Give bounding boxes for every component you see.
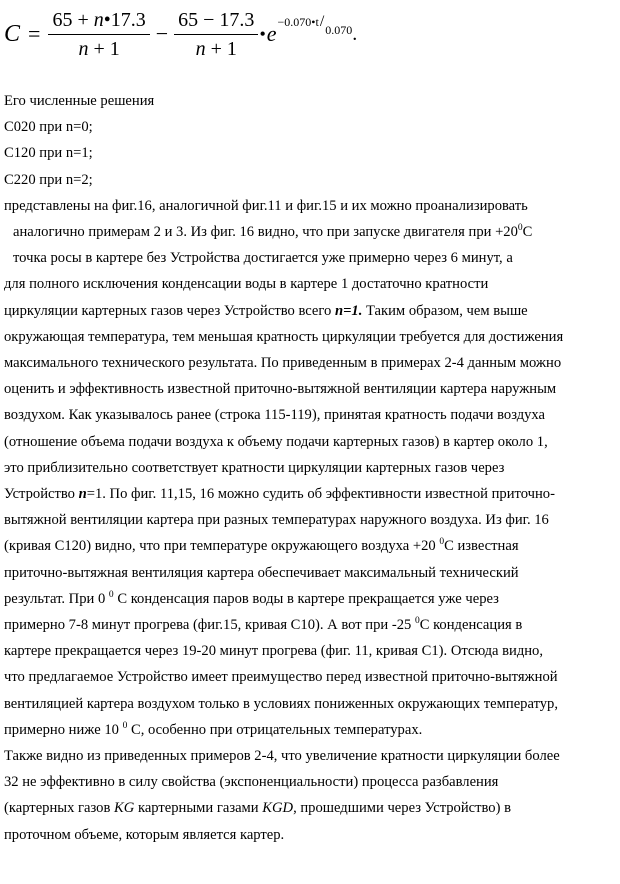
text-run: С известная bbox=[444, 538, 519, 555]
text-line: С020 при n=0; bbox=[4, 119, 93, 136]
den-var: n bbox=[78, 37, 89, 60]
text-line: С120 при n=1; bbox=[4, 145, 93, 162]
text-line: вентиляцией картера воздухом только в условиях пониженных окружающих температур, bbox=[4, 695, 559, 712]
text-run: , прошедшими через Устройство) в bbox=[293, 800, 512, 817]
den-var: n bbox=[195, 37, 206, 60]
text-line bbox=[4, 533, 616, 559]
exponent-numerator: −0.070•t bbox=[277, 15, 319, 29]
text-emphasis: n bbox=[78, 486, 87, 503]
text-emphasis: n=1. bbox=[334, 302, 363, 319]
formula-fraction-1 bbox=[48, 8, 149, 61]
exponent-denominator: 0.070 bbox=[325, 23, 353, 37]
num-part: 65 + bbox=[52, 8, 94, 31]
degree-superscript: 0 bbox=[122, 720, 128, 731]
text-line: что предлагаемое Устройство имеет преимущество перед известной приточно-вытяжной bbox=[4, 669, 558, 686]
degree-superscript: 0 bbox=[414, 616, 420, 627]
text-run: Устройство bbox=[4, 486, 79, 503]
fraction-1-numerator bbox=[48, 8, 149, 35]
text-run: С конденсация в bbox=[419, 617, 523, 634]
text-line: С220 при n=2; bbox=[4, 171, 93, 188]
text-run: примерно 7-8 минут прогрева (фиг.15, кривая С10). А вот при -25 bbox=[4, 617, 415, 634]
text-run: =1. По фиг. 11,15, 16 можно судить об эффективности известной приточно- bbox=[86, 486, 555, 503]
text-line bbox=[4, 298, 616, 324]
text-line bbox=[4, 795, 616, 821]
text-line: Его численные решения bbox=[4, 93, 155, 109]
fraction-2-denominator bbox=[196, 35, 237, 61]
text-line: для полного исключения конденсации воды в картере 1 достаточно кратности bbox=[4, 276, 489, 293]
exponent-slash: / bbox=[319, 13, 325, 30]
text-run: (кривая С120) видно, что при температуре окружающего воздуха +20 bbox=[4, 538, 440, 555]
text-run: результат. При 0 bbox=[4, 590, 109, 607]
degree-superscript: 0 bbox=[108, 589, 114, 600]
text-line: проточном объеме, которым является картер. bbox=[4, 826, 285, 843]
fraction-1-denominator bbox=[78, 35, 119, 61]
formula-period: . bbox=[352, 22, 358, 45]
num-part: •17.3 bbox=[103, 8, 146, 31]
text-run: картерными газами bbox=[134, 800, 263, 817]
text-line: вытяжной вентиляции картера при разных температурах наружного воздуха. Из фиг. 16 bbox=[4, 512, 549, 529]
text-run: аналогично примерам 2 и 3. Из фиг. 16 видно, что при запуске двигателя при +20 bbox=[13, 224, 518, 241]
fraction-2-numerator: 65 − 17.3 bbox=[174, 8, 258, 35]
text-line: 32 не эффективно в силу свойства (экспоненциальности) процесса разбавления bbox=[4, 774, 499, 791]
degree-superscript: 0 bbox=[439, 537, 445, 548]
text-line: окружающая температура, тем меньшая кратность циркуляции требуется для достижения bbox=[4, 328, 564, 345]
text-line: оценить и эффективность известной приточно-вытяжной вентиляции картера наружным bbox=[4, 381, 557, 398]
formula-minus: − bbox=[155, 21, 169, 46]
text-line: приточно-вытяжная вентиляция картера обеспечивает максимальный технический bbox=[4, 564, 519, 581]
formula-equals: = bbox=[28, 21, 41, 46]
text-line: картере прекращается через 19-20 минут прогрева (фиг. 11, кривая С1). Отсюда видно, bbox=[4, 643, 544, 660]
text-line: это приблизительно соответствует кратности циркуляции картерных газов через bbox=[4, 459, 505, 476]
formula-exponent bbox=[277, 13, 353, 37]
formula bbox=[4, 4, 357, 64]
text-line: представлены на фиг.16, аналогичной фиг.11 и фиг.15 и их можно проанализировать bbox=[4, 197, 528, 214]
num-var: n bbox=[93, 8, 104, 31]
text-line: точка росы в картере без Устройства достигается уже примерно через 6 минут, а bbox=[13, 250, 513, 267]
text-line bbox=[4, 717, 616, 743]
text-line bbox=[4, 481, 616, 507]
text-run: примерно ниже 10 bbox=[4, 721, 123, 738]
formula-dot: • bbox=[259, 23, 266, 44]
den-part: + 1 bbox=[205, 37, 237, 60]
den-part: + 1 bbox=[88, 37, 120, 60]
text-run: циркуляции картерных газов через Устройство всего bbox=[4, 302, 335, 319]
formula-exp-base: e bbox=[266, 21, 277, 46]
formula-fraction-2 bbox=[174, 8, 258, 61]
text-run: С bbox=[522, 224, 533, 241]
text-run: С, особенно при отрицательных температурах. bbox=[127, 721, 423, 738]
text-run: Таким образом, чем выше bbox=[362, 302, 528, 319]
text-emphasis: KG bbox=[114, 800, 135, 817]
degree-superscript: 0 bbox=[517, 223, 523, 234]
text-run: (картерных газов bbox=[4, 800, 115, 817]
document-body bbox=[4, 88, 616, 848]
text-line bbox=[4, 219, 616, 245]
text-run: С конденсация паров воды в картере прекращается уже через bbox=[113, 590, 499, 607]
formula-lhs: C bbox=[4, 20, 21, 47]
text-line: (отношение объема подачи воздуха к объему подачи картерных газов) в картер около 1, bbox=[4, 433, 548, 450]
text-line: максимального технического результата. По приведенным в примерах 2-4 данным можно bbox=[4, 355, 562, 372]
text-line: Также видно из приведенных примеров 2-4, что увеличение кратности циркуляции более bbox=[4, 748, 560, 765]
text-line bbox=[4, 612, 616, 638]
text-emphasis: KGD bbox=[262, 800, 294, 817]
text-line bbox=[4, 586, 616, 612]
text-line: воздухом. Как указывалось ранее (строка 115-119), принятая кратность подачи воздуха bbox=[4, 407, 546, 424]
